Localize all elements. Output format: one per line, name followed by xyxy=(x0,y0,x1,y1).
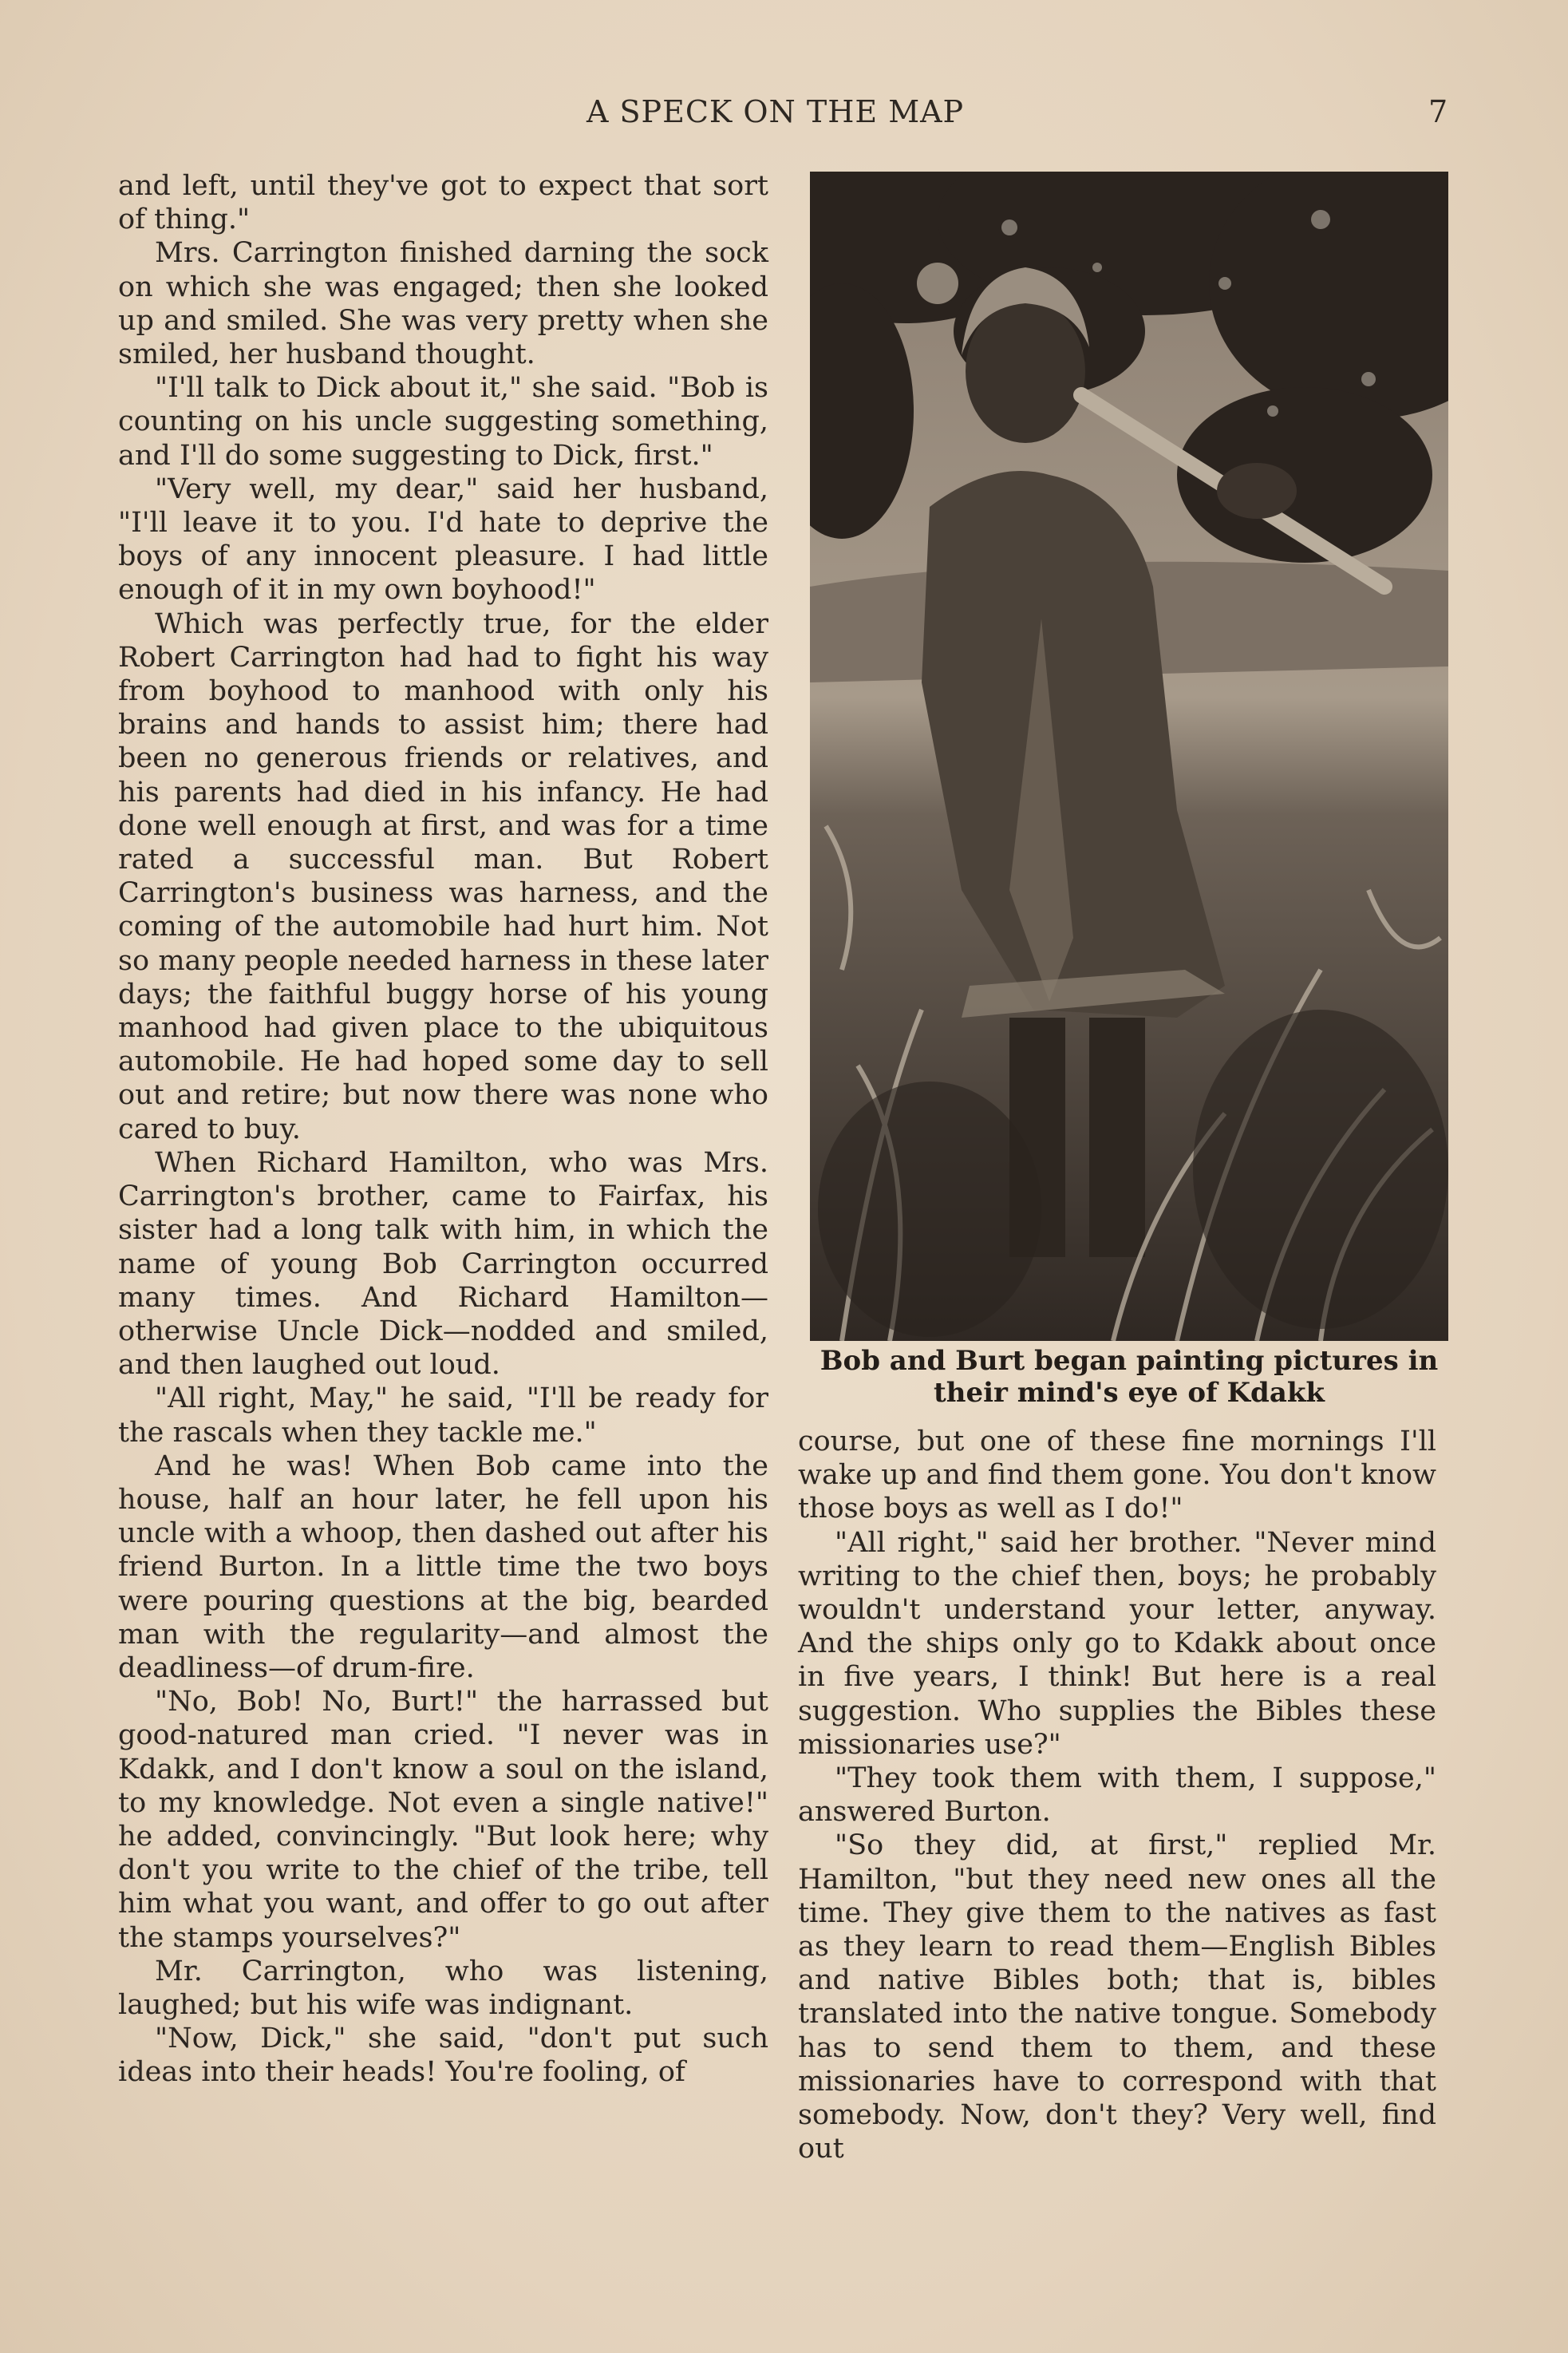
paragraph: "Very well, my dear," said her husband, "I'll leave it to you. I'd hate to deprive the boys of any innocent pleasure. I had little enough of it in my own boyhood!" xyxy=(118,473,768,607)
running-title: A SPECK ON THE MAP xyxy=(587,94,965,129)
paragraph: And he was! When Bob came into the house, half an hour later, he fell upon his uncle with a whoop, then dashed out after his friend Burton. In a little time the two boys were pouring questions at the big, bearded man with the regularity—and almost the deadliness—of drum-fire. xyxy=(118,1449,768,1684)
photo-figure xyxy=(810,172,1448,1341)
paragraph: Mrs. Carrington finished darning the sock on which she was engaged; then she looked up and smiled. She was very pretty when she smiled, her husband thought. xyxy=(118,237,768,371)
paragraph: When Richard Hamilton, who was Mrs. Carrington's brother, came to Fairfax, his sister had a long talk with him, in which the name of young Bob Carrington occurred many times. And Richard Hamilton—otherwise Uncle Dick—nodded and smiled, and then laughed out loud. xyxy=(118,1146,768,1382)
paragraph: "I'll talk to Dick about it," she said. "Bob is counting on his uncle suggesting something, and I'll do some suggesting to Dick, first." xyxy=(118,372,768,472)
paragraph: "No, Bob! No, Burt!" the harrassed but good-natured man cried. "I never was in Kdakk, and I don't know a soul on the island, to my knowledge. Not even a single native!" he added, convincingly. "But look here; why don't you write to the chief of the tribe, tell him what you want, and offer to go out after the stamps yourselves?" xyxy=(118,1686,768,1954)
paragraph: "They took them with them, I suppose," answered Burton. xyxy=(798,1762,1436,1829)
paragraph: "All right," said her brother. "Never mind writing to the chief then, boys; he probably wouldn't understand your letter, anyway. And the ships only go to Kdakk about once in five years, I think! But here is a real suggestion. Who supplies the Bibles these missionaries use?" xyxy=(798,1526,1436,1761)
paragraph: course, but one of these fine mornings I'll wake up and find them gone. You don't know those boys as well as I do!" xyxy=(798,1426,1436,1525)
photo-caption: Bob and Burt began painting pictures in their mind's eye of Kdakk xyxy=(820,1345,1439,1409)
right-column xyxy=(798,1425,1436,2165)
paragraph: "All right, May," he said, "I'll be ready for the rascals when they tackle me." xyxy=(118,1382,768,1449)
page-number: 7 xyxy=(1428,94,1448,129)
left-column xyxy=(118,169,768,2090)
paragraph: and left, until they've got to expect that sort of thing." xyxy=(118,170,768,236)
paragraph: Mr. Carrington, who was listening, laughed; but his wife was indignant. xyxy=(118,1955,768,2021)
paragraph: Which was perfectly true, for the elder Robert Carrington had had to fight his way from boyhood to manhood with only his brains and hands to assist him; there had been no generous friends or relatives, and his parents had died in his infancy. He had done well enough at first, and was for a time rated a successful man. But Robert Carrington's business was harness, and the coming of the automobile had hurt him. Not so many people needed harness in these later days; the faithful buggy horse of his young manhood had given place to the ubiquitous automobile. He had hoped some day to sell out and retire; but now there was none who cared to buy. xyxy=(118,607,768,1145)
running-header xyxy=(0,94,1568,142)
photo-illustration xyxy=(810,172,1448,1341)
paragraph: "Now, Dick," she said, "don't put such ideas into their heads! You're fooling, of xyxy=(118,2023,768,2089)
paragraph: "So they did, at first," replied Mr. Hamilton, "but they need new ones all the time. They give them to the natives as fast as they learn to read them—English Bibles and native Bibles both; that is, bibles translated into the native tongue. Somebody has to send them to them, and these missionaries have to correspond with that somebody. Now, don't they? Very well, find out xyxy=(798,1829,1436,2165)
